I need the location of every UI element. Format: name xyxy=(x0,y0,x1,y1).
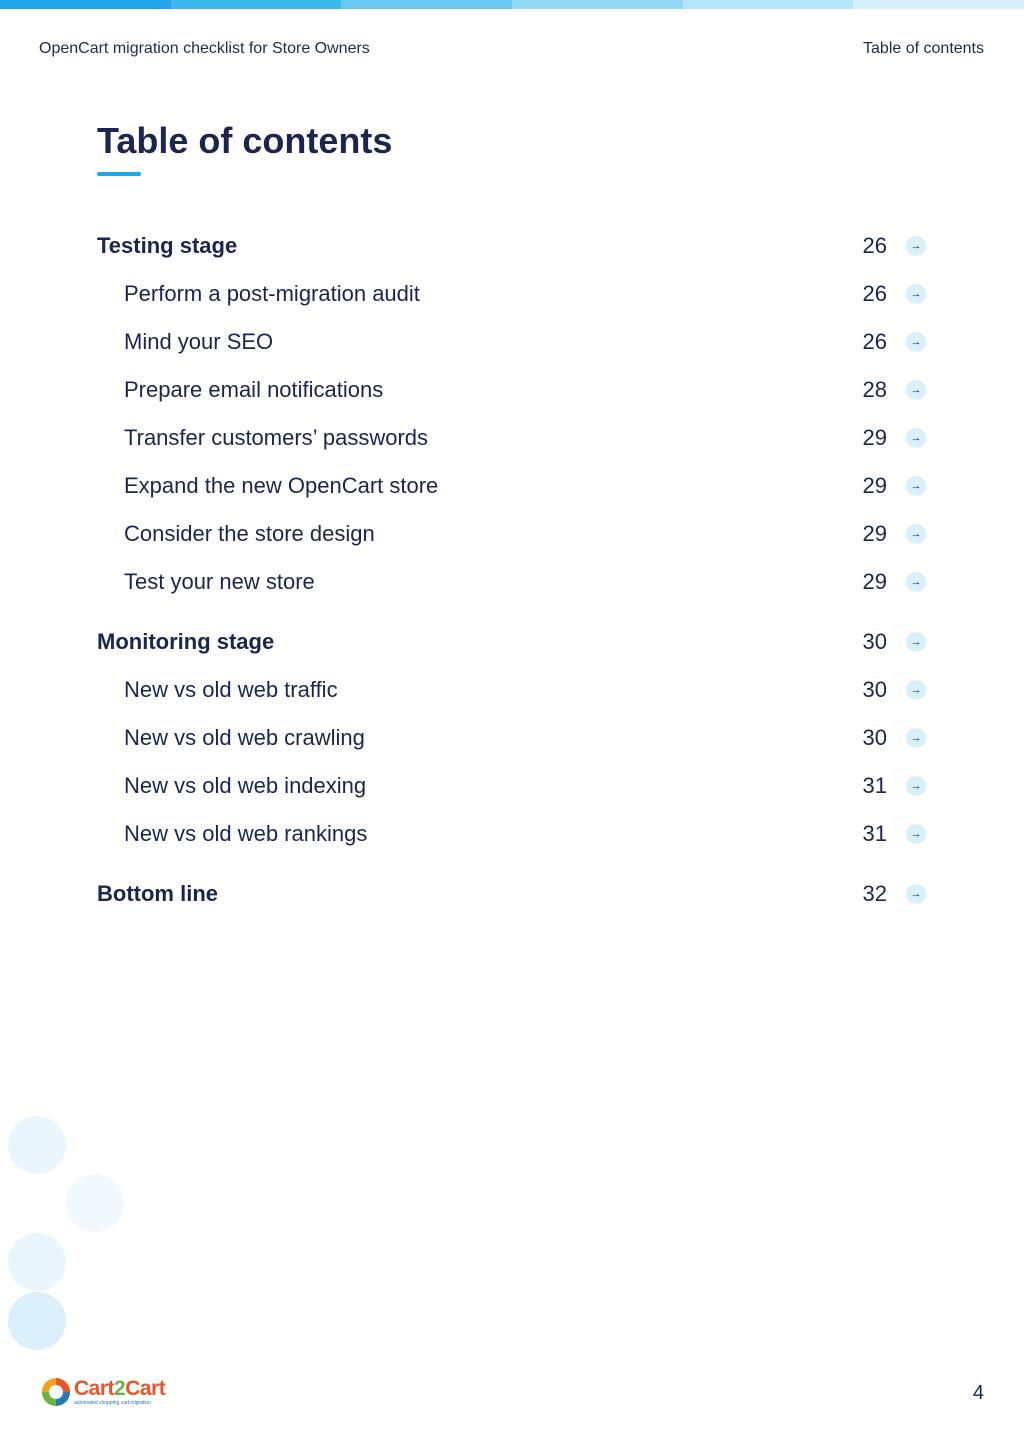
toc-entry-label: Transfer customers’ passwords xyxy=(124,425,429,450)
arrow-right-icon[interactable]: → xyxy=(906,824,926,844)
toc-page-number: 31 xyxy=(862,821,887,846)
toc-subsection-entry[interactable] xyxy=(97,510,929,558)
toc-subsection-entry[interactable] xyxy=(97,414,929,462)
toc-subsection-entry[interactable] xyxy=(97,762,929,810)
toc-entry-label: Perform a post-migration audit xyxy=(124,281,420,306)
toc-page-number: 28 xyxy=(862,377,887,402)
toc-page-number: 29 xyxy=(862,473,887,498)
page-header xyxy=(39,40,984,58)
cart2cart-logo xyxy=(40,1376,165,1408)
toc-entry-label: Monitoring stage xyxy=(97,629,275,654)
arrow-right-icon[interactable]: → xyxy=(906,776,926,796)
decorative-circle xyxy=(8,1233,66,1291)
toc-page-number: 26 xyxy=(862,329,887,354)
top-bar-segment xyxy=(171,0,342,9)
toc-entry-label: Prepare email notifications xyxy=(124,377,384,402)
arrow-right-icon[interactable]: → xyxy=(906,884,926,904)
decorative-circle xyxy=(66,1174,124,1232)
toc-subsection-entry[interactable] xyxy=(97,366,929,414)
arrow-right-icon[interactable]: → xyxy=(906,476,926,496)
toc-page-number: 30 xyxy=(862,725,887,750)
toc-entry-label: New vs old web crawling xyxy=(124,725,365,750)
toc-subsection-entry[interactable] xyxy=(97,270,929,318)
toc-subsection-entry[interactable] xyxy=(97,714,929,762)
toc-section-entry[interactable] xyxy=(97,870,929,918)
title-underline xyxy=(97,172,141,176)
arrow-right-icon[interactable]: → xyxy=(906,728,926,748)
table-of-contents xyxy=(97,222,929,918)
toc-entry-label: Consider the store design xyxy=(124,521,375,546)
toc-page-number: 29 xyxy=(862,569,887,594)
arrow-right-icon[interactable]: → xyxy=(906,284,926,304)
toc-page-number: 26 xyxy=(862,281,887,306)
section-label: Table of contents xyxy=(863,40,984,57)
toc-subsection-entry[interactable] xyxy=(97,558,929,606)
top-bar-segment xyxy=(853,0,1024,9)
top-bar-segment xyxy=(0,0,171,9)
toc-page-number: 29 xyxy=(862,521,887,546)
arrow-right-icon[interactable]: → xyxy=(906,332,926,352)
toc-subsection-entry[interactable] xyxy=(97,318,929,366)
arrow-right-icon[interactable]: → xyxy=(906,524,926,544)
arrow-right-icon[interactable]: → xyxy=(906,236,926,256)
arrow-right-icon[interactable]: → xyxy=(906,632,926,652)
toc-entry-label: New vs old web rankings xyxy=(124,821,368,846)
cart2cart-logo-icon xyxy=(40,1376,72,1408)
toc-subsection-entry[interactable] xyxy=(97,666,929,714)
decorative-circle xyxy=(8,1116,66,1174)
top-bar-segment xyxy=(341,0,512,9)
toc-section-entry[interactable] xyxy=(97,222,929,270)
document-title: OpenCart migration checklist for Store Owners xyxy=(39,40,370,57)
decorative-circle xyxy=(8,1292,66,1350)
page-title: Table of contents xyxy=(97,120,393,161)
toc-entry-label: New vs old web indexing xyxy=(124,773,367,798)
arrow-right-icon[interactable]: → xyxy=(906,680,926,700)
toc-page-number: 29 xyxy=(862,425,887,450)
toc-section-entry[interactable] xyxy=(97,618,929,666)
toc-entry-label: New vs old web traffic xyxy=(124,677,338,702)
arrow-right-icon[interactable]: → xyxy=(906,572,926,592)
logo-tagline: automated shopping cart migration xyxy=(74,1399,151,1406)
toc-entry-label: Mind your SEO xyxy=(124,329,274,354)
logo-wordmark: Cart2Cart xyxy=(74,1376,166,1400)
top-bar-segment xyxy=(683,0,854,9)
toc-page-number: 31 xyxy=(862,773,887,798)
page-number: 4 xyxy=(972,1382,984,1404)
toc-subsection-entry[interactable] xyxy=(97,810,929,858)
toc-entry-label: Bottom line xyxy=(97,881,218,906)
toc-page-number: 26 xyxy=(862,233,887,258)
toc-subsection-entry[interactable] xyxy=(97,462,929,510)
top-bar-segment xyxy=(512,0,683,9)
toc-page-number: 32 xyxy=(862,881,887,906)
toc-entry-label: Test your new store xyxy=(124,569,315,594)
arrow-right-icon[interactable]: → xyxy=(906,380,926,400)
arrow-right-icon[interactable]: → xyxy=(906,428,926,448)
top-color-bar xyxy=(0,0,1024,9)
toc-page-number: 30 xyxy=(862,677,887,702)
toc-entry-label: Expand the new OpenCart store xyxy=(124,473,439,498)
toc-page-number: 30 xyxy=(862,629,887,654)
toc-entry-label: Testing stage xyxy=(97,233,238,258)
